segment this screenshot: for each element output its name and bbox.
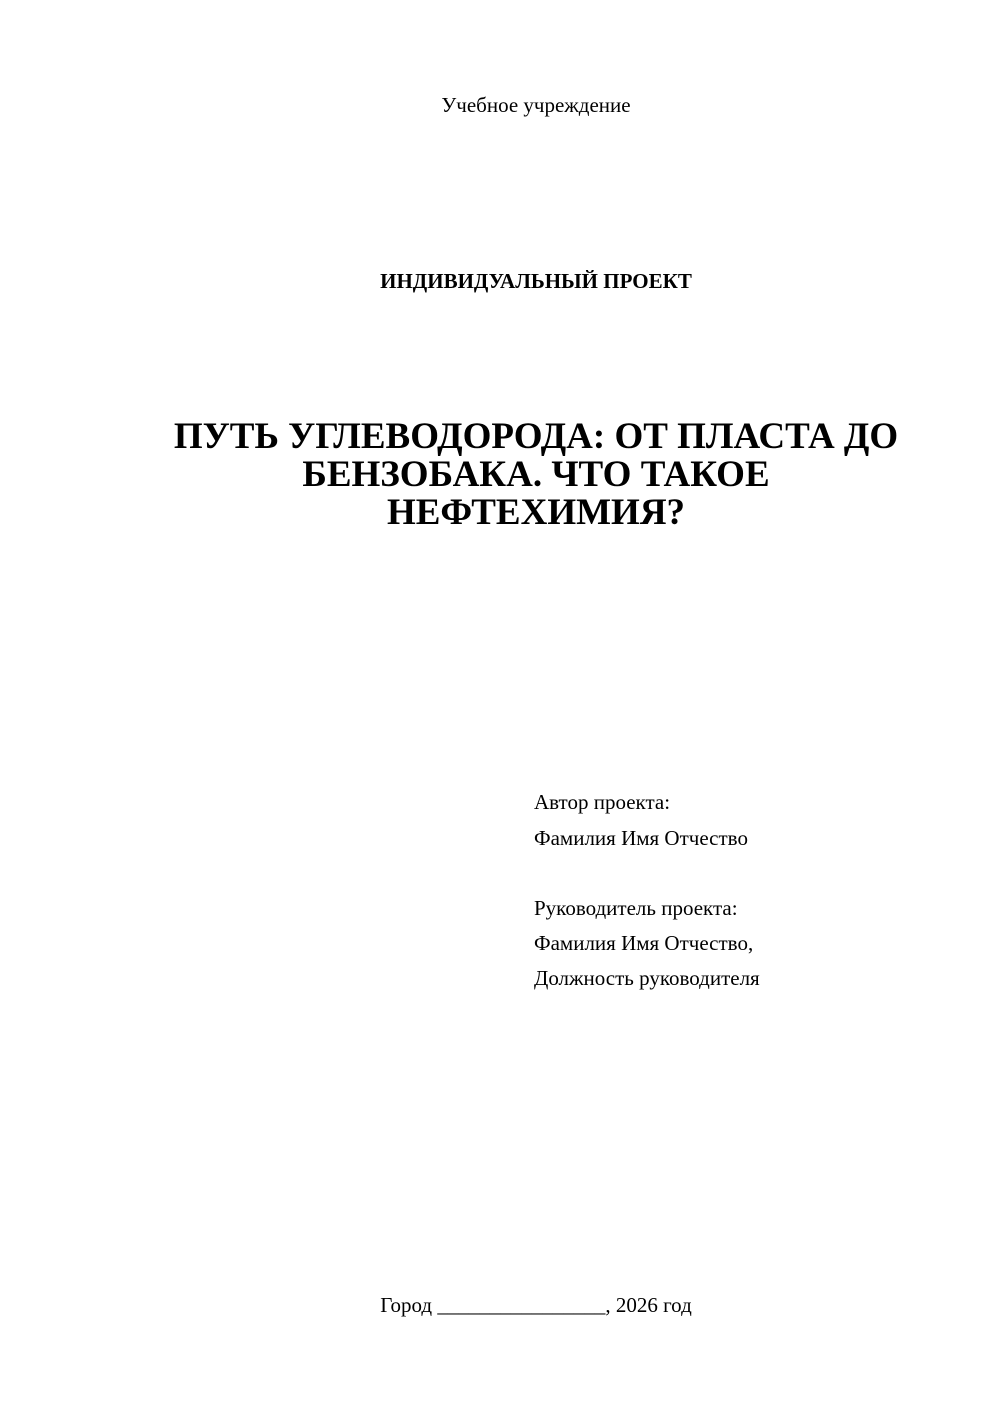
author-label: Автор проекта:	[534, 790, 671, 814]
project-title	[150, 418, 922, 532]
supervisor-name-placeholder: Фамилия Имя Отчество,	[534, 931, 754, 955]
city-label: Город	[380, 1293, 433, 1317]
institution-name: Учебное учреждение	[441, 93, 631, 117]
project-type-heading: ИНДИВИДУАЛЬНЫЙ ПРОЕКТ	[380, 269, 692, 293]
project-title-line-3: НЕФТЕХИМИЯ?	[386, 492, 686, 533]
year-label: , 2026 год	[605, 1293, 692, 1317]
city-blank: ________________	[437, 1293, 606, 1317]
project-title-line-2: БЕНЗОБАКА. ЧТО ТАКОЕ	[302, 454, 770, 495]
project-title-line-1: ПУТЬ УГЛЕВОДОРОДА: ОТ ПЛАСТА ДО	[173, 416, 899, 457]
author-name-placeholder: Фамилия Имя Отчество	[534, 826, 748, 850]
supervisor-position-placeholder: Должность руководителя	[534, 966, 760, 990]
supervisor-label: Руководитель проекта:	[534, 896, 738, 920]
city-year-line	[0, 1292, 1000, 1318]
